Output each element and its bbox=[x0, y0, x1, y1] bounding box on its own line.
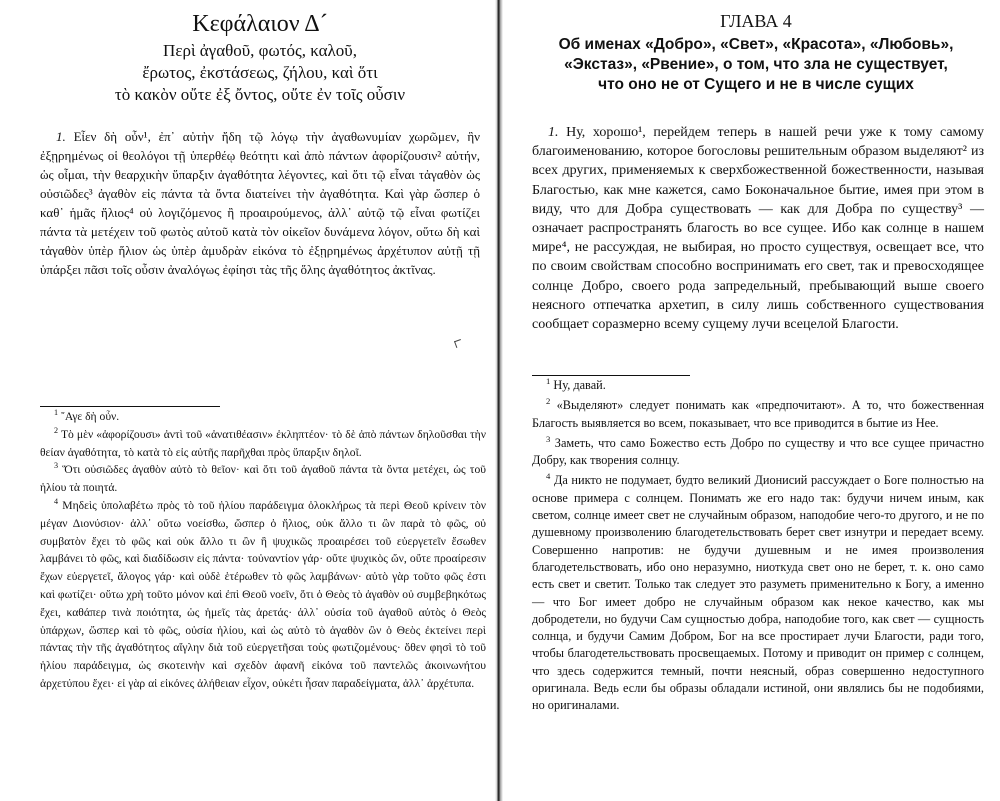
russian-page bbox=[506, 0, 1000, 801]
footnote-number: 4 bbox=[54, 497, 59, 507]
footnote bbox=[532, 435, 984, 470]
footnote-number: 1 bbox=[546, 375, 551, 386]
paragraph-text: Εἶεν δὴ οὖν¹, ἐπ᾽ αὐτὴν ἤδη τῷ λόγῳ τὴν ἀγαθωνυμίαν χωρῶμεν, ἣν ἐξῃρημένως οἱ θεολόγοι τῇ ὑπερθέῳ θεότητι καὶ ἀπὸ πάντων ἀφορίζουσιν² αὐτήν, ὡς οἶμαι, τὴν θεαρχικὴν ὕπαρξιν ἀγαθότητα λέγοντες, καὶ ὅτι τῷ εἶναι τἀγαθὸν ὡς οὐσιῶδες³ ἀγαθὸν εἰς πάντα τὰ ὄντα διατείνει τὴν ἀγαθότητα. Καὶ γὰρ ὥσπερ ὁ καθ᾽ ἡμᾶς ἥλιος⁴ οὐ λογιζόμενος ἢ προαιρούμενος, ἀλλ᾽ αὐτῷ τῷ εἶναι φωτίζει πάντα τὰ μετέχειν τοῦ φωτὸς αὐτοῦ κατὰ τὸν οἰκεῖον δυνάμενα λόγον, οὕτω δὴ καὶ τἀγαθὸν ὑπὲρ ἥλιον ὡς ὑπὲρ ἀμυδρὰν εἰκόνα τὸ ἐξῃρημένως ἀρχέτυπον αὐτῇ τῇ ὑπάρξει πᾶσι τοῖς οὖσιν ἀναλόγως ἐφίησι τὰς τῆς ὅλης ἀγαθότητος ἀκτῖνας. bbox=[40, 129, 481, 277]
footnote-text: Да никто не подумает, будто великий Дионисий рассуждает о Боге полностью на основе примера с солнцем. Понимать же его надо так: будучи ничем иным, как светом, солнце имеет свет не случайным образом, наподобие чего-то другого, и не по душевному произволению благодетельствовать берет свет изнутри и передает всему. Совершенно напротив: не будучи душевным и не имея произволения благодетельствовать, ибо оно неразумно, ниоткуда свет оно не берет, т. к. оно само есть свет и светит. Только так следует это разуметь применительно к Богу, а именно — что Бог имеет добро не случайным образом как некое качество, как мы добродетели, но будучи Сам сущностью добра, наподобие того, как свет — сущность солнца, и будучи Самим Добром, Бог на все простирает лучи Благости, ради того, чтобы благодетельствовать просвещаемых. Потому и приводит он пример с солнцем, что здесь содержится темный, почти неясный, образ совершенно недоступного оригинала. Ведь если бы образы обладали истиной, они являлись бы не подобиями, но оригиналами. bbox=[532, 473, 984, 713]
chapter-subtitle-greek bbox=[60, 40, 460, 106]
footnote-number: 4 bbox=[546, 471, 551, 482]
greek-footnotes bbox=[40, 408, 486, 693]
footnote bbox=[40, 408, 486, 426]
greek-paragraph bbox=[40, 127, 480, 279]
footnote-number: 2 bbox=[54, 425, 59, 435]
footnote-number: 3 bbox=[54, 461, 59, 471]
footnote-text: Заметь, что само Божество есть Добро по существу и что все сущее причастно Добру, как творения солнцу. bbox=[532, 435, 984, 468]
footnote-text: ῎Αγε δὴ οὖν. bbox=[60, 410, 120, 423]
subtitle-line: Περὶ ἀγαθοῦ, φωτός, καλοῦ, bbox=[163, 41, 357, 60]
footnote-divider bbox=[532, 375, 690, 376]
footnote-number: 1 bbox=[54, 408, 59, 418]
footnote bbox=[532, 472, 984, 714]
chapter-title-greek: Κεφάλαιον Δ´ bbox=[192, 11, 328, 37]
chapter-subtitle-russian bbox=[530, 35, 982, 95]
paragraph-number: 1. bbox=[548, 125, 559, 140]
pencil-mark bbox=[454, 339, 463, 348]
footnote-text: Μηδεὶς ὑπολαβέτω πρὸς τὸ τοῦ ἡλίου παράδειγμα ὁλοκλήρως τὰ περὶ Θεοῦ κρίνειν τὸν μέγαν Διονύσιον· ἀλλ᾽ οὕτω νοείσθω, ὥσπερ ὁ ἥλιος, οὐκ ἄλλο τι ὢν παρὰ τὸ φῶς, οὐ συμβατὸν ἔχει τὸ φῶς καὶ οὐκ ἄλλο τι ὢν ἢ ψυχικῶς προαιρέσει τοῦ εὐεργετεῖν ἔσωθεν λαμβάνει τὸ φῶς, καὶ διαδίδωσιν εἰς πάντα· τοὐναντίον γάρ· οὔτε ψυχικὸς ὤν, οὔτε προαίρεσιν ἔχων εὐεργετεῖ, ἄλογος γάρ· καὶ οὐδὲ ἑτέρωθεν τὸ φῶς λαμβάνων· αὐτὸ γὰρ τοῦτο φῶς ἐστι καὶ φωτίζει· οὕτω χρὴ τοῦτο μόνον καὶ ἐπὶ Θεοῦ νοεῖν, ὅτι ὁ Θεὸς τὸ ἀγαθὸν οὐ συμβεβηκότως ἔχει, καθάπερ τινὰ ποιότητα, ὡς ἡμεῖς τὰς ἀρετάς· ἀλλ᾽ οὐσία τοῦ ἀγαθοῦ αὐτὸς ὁ Θεὸς ὑπάρχων, ὥσπερ καὶ τὸ φῶς, οὐσία ἡλίου, καὶ ὡς αὐτὸ τὸ ἀγαθὸν ὢν ὁ Θεὸς ἐκτείνει περὶ πάντας τὴν τῆς ἀγαθότητος αἴγλην διὰ τοῦ εὐεργετῆσαι τοὺς φωτιζομένους· ὅθεν φησὶ τὸ τοῦ ἡλίου παράδειγμα, ὡς σκοτεινὴν καὶ σχεδὸν ἀφανῆ εἰκόνα τοῦ παντελῶς ἀκοινωνήτου ἀρχετύπου ἔχει· εἰ γὰρ αἱ εἰκόνες ἀλήθειαν εἶχον, οὐκέτι ἦσαν παραδείγματα, ἀλλ᾽ ἀρχέτυπα. bbox=[40, 498, 486, 690]
subtitle-line: Об именах «Добро», «Свет», «Красота», «Любовь», bbox=[558, 36, 954, 53]
footnote bbox=[40, 461, 486, 497]
greek-page bbox=[0, 0, 494, 801]
footnote-text: Ну, давай. bbox=[553, 378, 606, 392]
book-gutter bbox=[495, 0, 503, 801]
footnote-text: Ὅτι οὐσιῶδες ἀγαθὸν αὐτὸ τὸ θεῖον· καὶ ὅτι τοῦ ἀγαθοῦ πάντα τὰ ὄντα μετέχει, ὡς τοῦ ἡλίου τὰ ποιητά. bbox=[40, 463, 486, 495]
footnote-number: 2 bbox=[546, 396, 551, 407]
paragraph-number: 1. bbox=[56, 129, 66, 144]
russian-footnotes bbox=[532, 377, 984, 718]
footnote-text: «Выделяют» следует понимать как «предпочитают». А то, что божественная Благость выявляется во всем, показывает, что все приводится в бытие из Нее. bbox=[532, 398, 984, 430]
footnote bbox=[532, 377, 984, 394]
subtitle-line: τὸ κακὸν οὔτε ἐξ ὄντος, οὔτε ἐν τοῖς οὖσιν bbox=[114, 85, 406, 104]
paragraph-text: Ну, хорошо¹, перейдем теперь в нашей речи уже к тому самому благоименованию, которое богословы решительным образом выделяют² из всех других, применяемых к сверхбожественной божественности, называя Благостью, как мне кажется, само Боконачальное бытие, имея при этом в виду, что для Добра существовать — как для Добра по существу³ — означает распространять благость во все сущее. Ибо как солнце в нашем мире⁴, не рассуждая, не выбирая, но просто существуя, освещает все, что по своим свойствам способно воспринимать его свет, так и превосходящее солнце Добро, своего рода запредельный, пребывающий выше своего неясного отпечатка архетип, в силу лишь собственного существования сообщает соразмерно всему сущему лучи всецелой Благости. bbox=[532, 125, 984, 333]
chapter-title-russian: ГЛАВА 4 bbox=[720, 11, 792, 31]
footnote bbox=[40, 497, 486, 693]
footnote bbox=[532, 397, 984, 432]
footnote-text: Τὸ μὲν «ἀφορίζουσι» ἀντὶ τοῦ «ἀνατιθέασιν» ἐκληπτέον· τὸ δὲ ἀπὸ πάντων δηλοῦσθαι τὴν θείαν ἀγαθότητα, τὸ κατὰ τὸ εἰς αὐτῆς παρῆχθαι πρὸς ὕπαρξιν δηλοῖ. bbox=[40, 427, 486, 459]
subtitle-line: что оно не от Сущего и не в числе сущих bbox=[598, 76, 914, 93]
footnote bbox=[40, 426, 486, 462]
subtitle-line: «Экстаз», «Рвение», о том, что зла не существует, bbox=[564, 56, 948, 73]
russian-paragraph bbox=[532, 123, 984, 334]
subtitle-line: ἔρωτος, ἐκστάσεως, ζήλου, καὶ ὅτι bbox=[142, 63, 378, 82]
footnote-number: 3 bbox=[546, 433, 551, 444]
footnote-divider bbox=[40, 406, 220, 407]
